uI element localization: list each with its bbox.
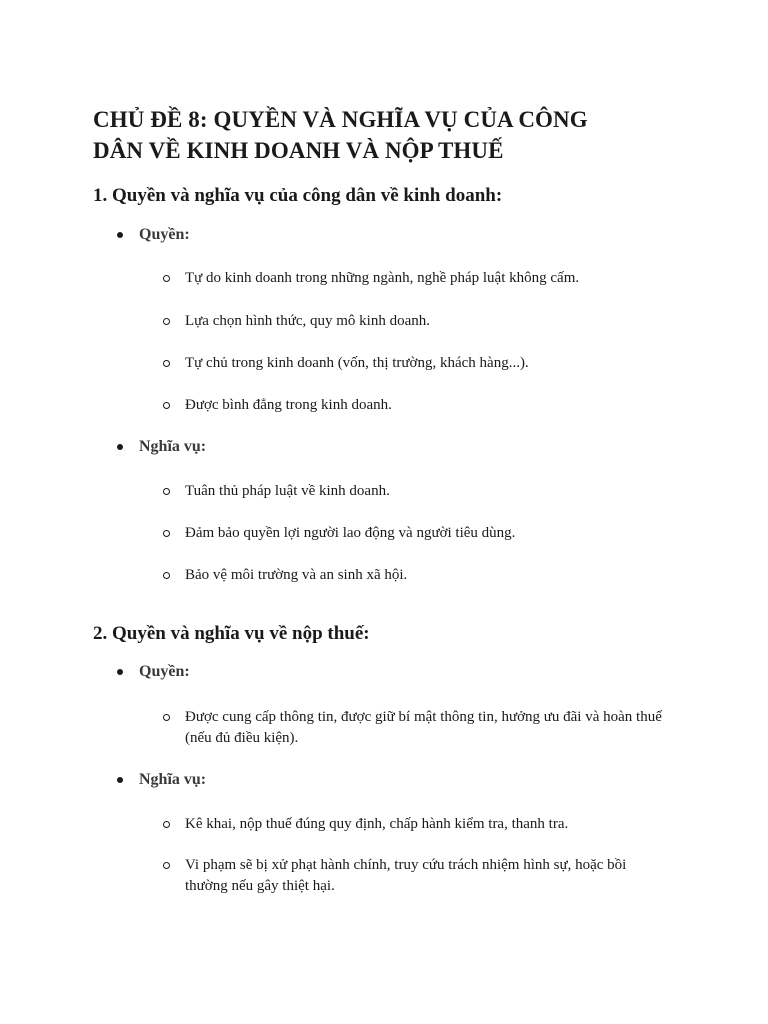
list-item-text: Được bình đẳng trong kinh doanh. <box>185 397 392 413</box>
list-item-text: Lựa chọn hình thức, quy mô kinh doanh. <box>185 313 430 329</box>
hollow-bullet-icon <box>163 488 170 495</box>
hollow-bullet-icon <box>163 402 170 409</box>
bullet-label: Quyền: <box>139 226 190 243</box>
bullet-label: Nghĩa vụ: <box>139 438 207 455</box>
hollow-bullet-icon <box>163 572 170 579</box>
list-item <box>163 814 663 835</box>
section-1-heading: 1. Quyền và nghĩa vụ của công dân về kinh doanh: <box>93 185 503 206</box>
list-item-text: Bảo vệ môi trường và an sinh xã hội. <box>185 567 408 583</box>
list-item-text: Tuân thủ pháp luật về kinh doanh. <box>185 483 390 499</box>
bullet-label: Nghĩa vụ: <box>139 771 207 788</box>
section-2-heading: 2. Quyền và nghĩa vụ về nộp thuế: <box>93 623 370 644</box>
list-item-text: Kê khai, nộp thuế đúng quy định, chấp hành kiểm tra, thanh tra. <box>185 816 569 832</box>
bullet-label: Quyền: <box>139 663 190 680</box>
list-item <box>163 353 663 374</box>
bullet-dot-icon <box>117 777 123 783</box>
hollow-bullet-icon <box>163 530 170 537</box>
list-item <box>163 707 663 749</box>
list-item <box>163 395 663 416</box>
hollow-bullet-icon <box>163 360 170 367</box>
bullet-dot-icon <box>117 669 123 675</box>
list-item <box>163 311 663 332</box>
page-title <box>93 104 693 166</box>
list-item <box>163 565 663 586</box>
list-item <box>163 481 663 502</box>
list-item-text: Đảm bảo quyền lợi người lao động và người tiêu dùng. <box>185 525 516 541</box>
page-title-line-2: DÂN VỀ KINH DOANH VÀ NỘP THUẾ <box>93 138 504 163</box>
list-item <box>163 523 663 544</box>
list-item <box>163 268 663 289</box>
section-1-obligations-bullet <box>117 437 206 457</box>
list-item-text: Tự do kinh doanh trong những ngành, nghề pháp luật không cấm. <box>185 270 580 286</box>
hollow-bullet-icon <box>163 821 170 828</box>
list-item <box>163 855 663 897</box>
list-item-text: Vi phạm sẽ bị xử phạt hành chính, truy cứu trách nhiệm hình sự, hoặc bồi thường nếu gây thiệt hại. <box>185 857 627 894</box>
list-item-text: Được cung cấp thông tin, được giữ bí mật thông tin, hưởng ưu đãi và hoàn thuế (nếu đủ điều kiện). <box>185 709 662 746</box>
bullet-dot-icon <box>117 444 123 450</box>
bullet-dot-icon <box>117 232 123 238</box>
list-item-text: Tự chủ trong kinh doanh (vốn, thị trường, khách hàng...). <box>185 355 529 371</box>
hollow-bullet-icon <box>163 714 170 721</box>
section-1-rights-bullet <box>117 225 190 245</box>
hollow-bullet-icon <box>163 318 170 325</box>
hollow-bullet-icon <box>163 862 170 869</box>
page-title-line-1: CHỦ ĐỀ 8: QUYỀN VÀ NGHĨA VỤ CỦA CÔNG <box>93 107 588 132</box>
section-2-rights-bullet <box>117 662 190 682</box>
hollow-bullet-icon <box>163 275 170 282</box>
section-2-obligations-bullet <box>117 770 206 790</box>
